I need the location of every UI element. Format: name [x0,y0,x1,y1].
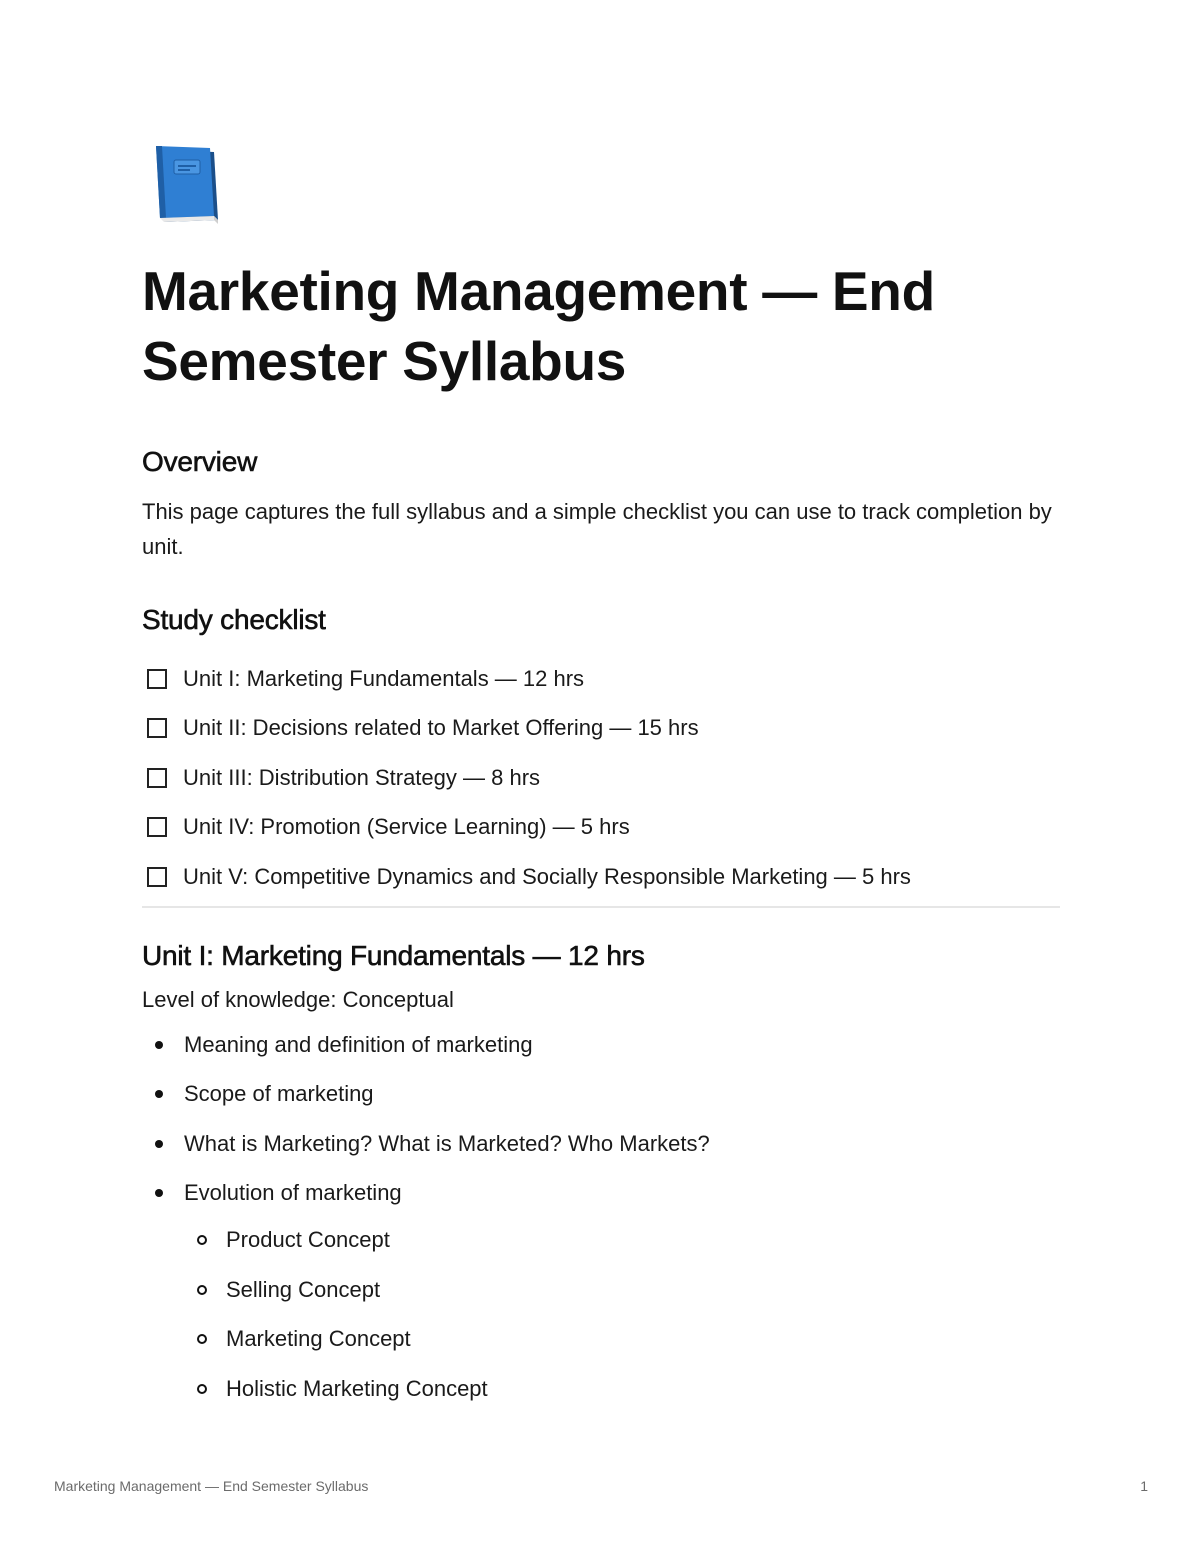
checklist-item-unit-2[interactable] [142,704,1060,754]
checklist-item-unit-4[interactable] [142,803,1060,853]
footer-page-number: 1 [1140,1478,1148,1494]
unit-1-heading: Unit I: Marketing Fundamentals — 12 hrs [142,939,645,971]
divider [142,906,1060,908]
checkbox[interactable] [147,669,167,689]
footer-title: Marketing Management — End Semester Syllabus [54,1478,369,1494]
study-checklist-heading: Study checklist [142,604,326,635]
checklist-item-label: Unit III: Distribution Strategy — 8 hrs [183,764,541,790]
study-checklist [142,654,1060,902]
overview-text: This page captures the full syllabus and a simple checklist you can use to track completion by unit. [142,499,1052,559]
checklist-item-label: Unit V: Competitive Dynamics and Socially Responsible Marketing — 5 hrs [183,863,911,889]
list-item: Scope of marketing [142,1076,1060,1111]
list-item-label: Evolution of marketing [184,1180,402,1205]
checklist-item-label: Unit IV: Promotion (Service Learning) — 5 hrs [183,814,630,840]
checklist-item-unit-5[interactable] [142,852,1060,902]
list-item: What is Marketing? What is Marketed? Who Markets? [142,1126,1060,1161]
unit-1-topic-list [142,1027,1060,1406]
list-item-evolution [142,1175,1060,1406]
sub-list-item: Marketing Concept [184,1321,1060,1356]
checklist-item-label: Unit I: Marketing Fundamentals — 12 hrs [183,665,585,691]
sub-list-item: Selling Concept [184,1272,1060,1307]
checklist-item-label: Unit II: Decisions related to Market Offering — 15 hrs [183,715,699,741]
evolution-sub-list [184,1222,1060,1406]
list-item: Meaning and definition of marketing [142,1027,1060,1062]
sub-list-item: Holistic Marketing Concept [184,1371,1060,1406]
page-title: Marketing Management — End Semester Syllabus [142,260,935,392]
checkbox[interactable] [147,867,167,887]
checklist-item-unit-3[interactable] [142,753,1060,803]
page-content [142,140,1060,1420]
sub-list-item: Product Concept [184,1222,1060,1257]
checkbox[interactable] [147,817,167,837]
blue-book-icon [148,140,220,228]
knowledge-level-text: Level of knowledge: Conceptual [142,986,454,1012]
overview-heading: Overview [142,446,258,477]
checklist-item-unit-1[interactable] [142,654,1060,704]
checkbox[interactable] [147,768,167,788]
checkbox[interactable] [147,718,167,738]
